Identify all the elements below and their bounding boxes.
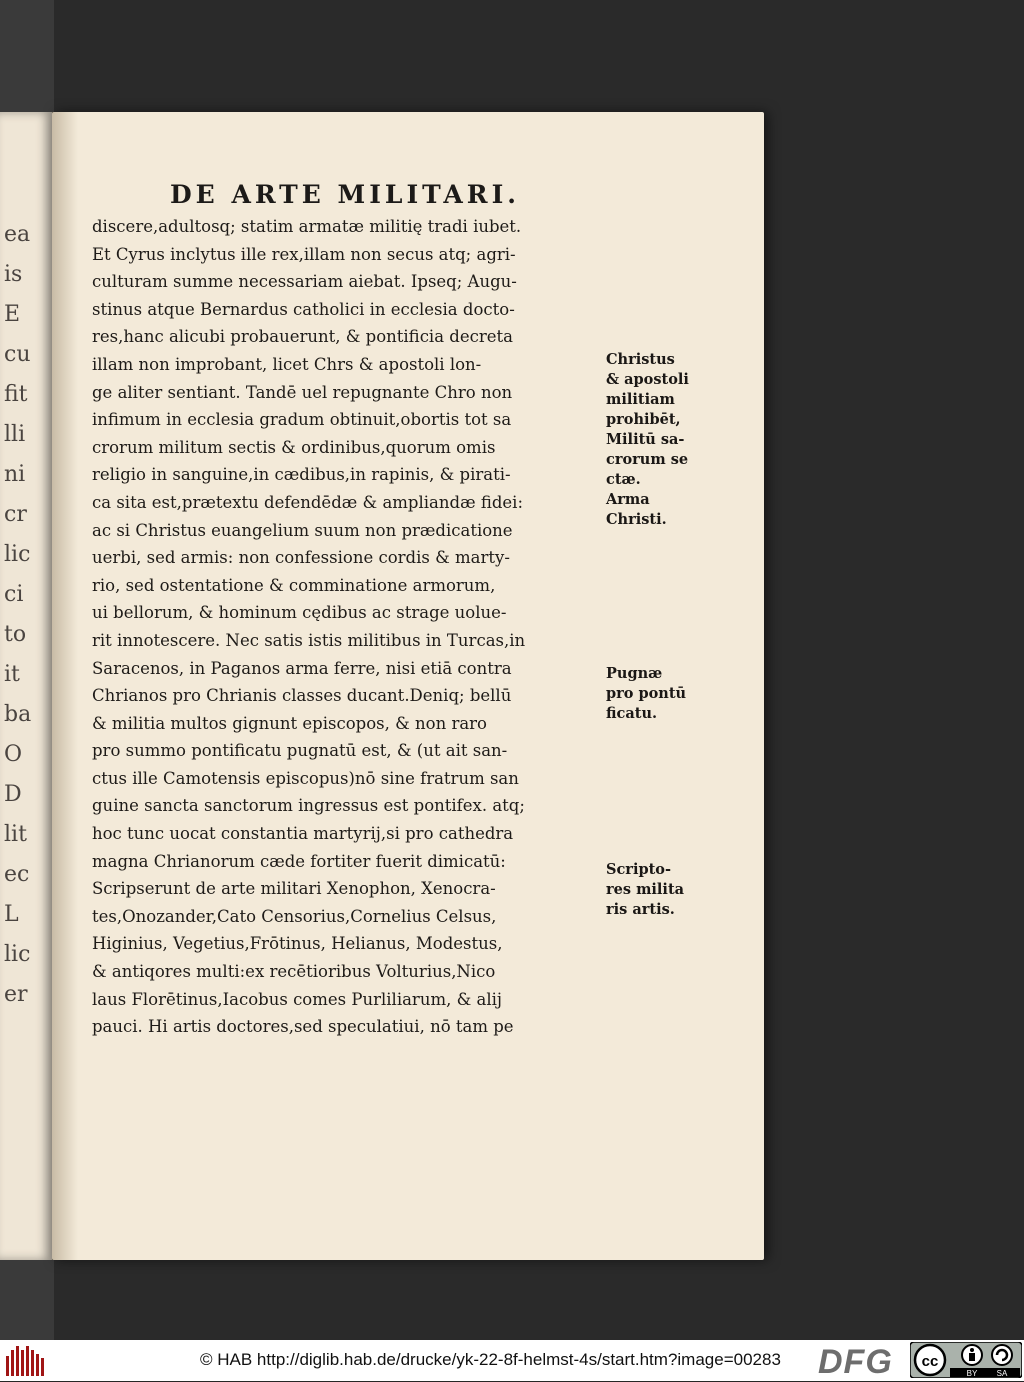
left-page-fragment: is <box>4 262 23 287</box>
marginal-note <box>606 860 716 920</box>
text-line: ui bellorum, & hominum cędibus ac strage uolue- <box>92 603 507 623</box>
text-line: & militia multos gignunt episcopos, & non raro <box>92 713 487 733</box>
text-line: Scripserunt de arte militari Xenophon, Xenocra- <box>92 879 496 899</box>
text-line: uerbi, sed armis: non confessione cordis & marty- <box>92 548 510 568</box>
text-line: religio in sanguine,in cædibus,in rapinis, & pirati- <box>92 465 511 485</box>
text-line: guine sancta sanctorum ingressus est pontifex. atq; <box>92 796 525 816</box>
left-page-fragment: cu <box>4 342 31 367</box>
left-page-fragment: ea <box>4 222 31 247</box>
text-line: discere,adultosq; statim armatæ militię tradi iubet. <box>92 217 522 236</box>
left-page-fragment: ci <box>4 582 24 607</box>
text-line: ctus ille Camotensis episcopus)nō sine fratrum san <box>92 768 519 788</box>
left-page-fragment: it <box>4 662 20 687</box>
left-page-fragment: to <box>4 622 27 647</box>
marginal-line: crorum se <box>606 451 689 468</box>
text-line: pauci. Hi artis doctores,sed speculatiui, nō tam pe <box>92 1017 514 1037</box>
text-line: stinus atque Bernardus catholici in ecclesia docto- <box>92 299 515 319</box>
marginal-line: Christi. <box>606 511 667 528</box>
left-page-fragment: ba <box>4 702 32 727</box>
text-line: laus Florētinus,Iacobus comes Purliliarum, & alij <box>92 989 503 1009</box>
marginal-note <box>606 664 716 724</box>
text-line: ge aliter sentiant. Tandē uel repugnante Chro non <box>92 382 513 402</box>
hab-library-logo <box>4 1344 46 1378</box>
marginal-line: Scripto- <box>606 861 671 878</box>
marginal-line: ficatu. <box>606 705 658 722</box>
text-line: ca sita est,prætextu defendēdæ & ampliandæ fidei: <box>92 492 523 512</box>
left-page-fragment: fit <box>4 382 28 407</box>
left-page-fragment: lic <box>4 542 31 567</box>
left-page-fragment: L <box>4 902 19 927</box>
left-page-fragment: ec <box>4 862 30 887</box>
text-line: Chrianos pro Chrianis classes ducant.Deniq; bellū <box>92 686 512 706</box>
left-page-fragment: E <box>4 302 21 327</box>
marginal-line: res milita <box>606 881 685 898</box>
text-line: Et Cyrus inclytus ille rex,illam non secus atq; agri- <box>92 244 516 264</box>
marginal-line: Pugnæ <box>606 665 663 682</box>
marginal-line: militiam <box>606 391 675 408</box>
text-line: infimum in ecclesia gradum obtinuit,obortis tot sa <box>92 410 512 430</box>
marginal-line: Militū sa- <box>606 431 685 448</box>
svg-text:cc: cc <box>921 1353 939 1370</box>
copyright-link[interactable]: © HAB http://diglib.hab.de/drucke/yk-22-8f-helmst-4s/start.htm?image=00283 <box>200 1350 781 1369</box>
left-page-fragment: ni <box>4 462 26 487</box>
marginal-line: Christus <box>606 351 675 368</box>
running-head: DE ARTE MILITARI. <box>170 180 520 209</box>
marginal-line: ctæ. <box>606 471 641 488</box>
left-page-fragment: D <box>4 782 22 807</box>
marginal-line: prohibēt, <box>606 411 681 428</box>
text-line: Saracenos, in Paganos arma ferre, nisi etiā contra <box>92 658 512 678</box>
text-line: culturam summe necessariam aiebat. Ipseq; Augu- <box>92 272 517 292</box>
body-text <box>92 213 612 1041</box>
text-line: ac si Christus euangelium suum non prædicatione <box>92 520 513 540</box>
marginal-line: pro pontū <box>606 685 687 702</box>
left-page-fragment: lit <box>4 822 27 847</box>
text-line: tes,Onozander,Cato Censorius,Cornelius Celsus, <box>92 906 497 926</box>
text-line: pro summo pontificatu pugnatū est, & (ut ait san- <box>92 741 508 761</box>
left-page-fragment: O <box>4 742 23 767</box>
left-page-fragment: cr <box>4 502 27 527</box>
left-page-edge <box>0 112 52 1260</box>
dfg-logo: DFG <box>818 1343 893 1381</box>
left-page-fragment: er <box>4 982 28 1007</box>
marginal-line: ris artis. <box>606 901 675 918</box>
text-line: magna Chrianorum cæde fortiter fuerit dimicatū: <box>92 851 506 871</box>
text-line: & antiqores multi:ex recētioribus Volturius,Nico <box>92 962 496 982</box>
text-line: rit innotescere. Nec satis istis militibus in Turcas,in <box>92 630 526 650</box>
marginal-note <box>606 350 716 530</box>
license-sa-label: SA <box>996 1369 1008 1378</box>
text-line: illam non improbant, licet Chrs & apostoli lon- <box>92 354 482 374</box>
text-line: crorum militum sectis & ordinibus,quorum omis <box>92 437 496 457</box>
left-page-fragment: lic <box>4 942 31 967</box>
cc-by-sa-license-icon[interactable] <box>910 1342 1022 1378</box>
text-line: Higinius, Vegetius,Frōtinus, Helianus, Modestus, <box>92 934 503 954</box>
text-line: res,hanc alicubi probauerunt, & pontificia decreta <box>92 327 513 347</box>
text-line: rio, sed ostentatione & comminatione armorum, <box>92 575 496 595</box>
license-by-label: BY <box>966 1369 978 1378</box>
text-line: hoc tunc uocat constantia martyrij,si pro cathedra <box>92 824 514 844</box>
marginal-line: & apostoli <box>606 371 689 388</box>
marginal-line: Arma <box>606 491 650 508</box>
left-page-fragment: lli <box>4 422 26 447</box>
